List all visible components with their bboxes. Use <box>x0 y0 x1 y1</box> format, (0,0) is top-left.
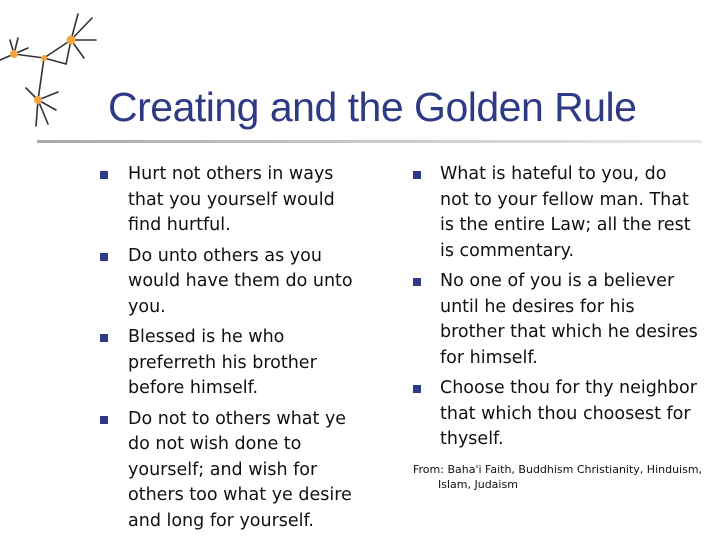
quote-text: Hurt not others in ways that you yourself would find hurtful. <box>128 164 335 235</box>
square-bullet-icon <box>100 253 108 261</box>
list-item <box>413 376 698 453</box>
title-divider <box>37 140 702 143</box>
list-item <box>413 269 698 371</box>
source-attribution <box>413 462 703 492</box>
square-bullet-icon <box>413 171 421 179</box>
quote-text: No one of you is a believer until he desires for his brother that which he desires for himself. <box>440 271 698 368</box>
quote-text: What is hateful to you, do not to your fellow man. That is the entire Law; all the rest is commentary. <box>440 164 691 261</box>
square-bullet-icon <box>100 334 108 342</box>
quote-text: Choose thou for thy neighbor that which thou choosest for thyself. <box>440 378 697 449</box>
list-item <box>413 162 698 264</box>
square-bullet-icon <box>413 385 421 393</box>
source-text: From: Baha'i Faith, Buddhism Christianity, Hinduism, Islam, Judaism <box>413 463 703 491</box>
square-bullet-icon <box>100 171 108 179</box>
list-item <box>100 162 370 239</box>
right-quote-list <box>413 162 698 458</box>
quote-text: Blessed is he who preferreth his brother before himself. <box>128 327 317 398</box>
square-bullet-icon <box>100 416 108 424</box>
quote-text: Do unto others as you would have them do unto you. <box>128 245 353 317</box>
list-item <box>100 244 370 321</box>
square-bullet-icon <box>413 278 421 286</box>
sunburst-logo-icon <box>0 0 110 140</box>
left-quote-list <box>100 162 370 539</box>
slide-title: Creating and the Golden Rule <box>108 84 637 130</box>
list-item <box>100 325 370 402</box>
quote-text: Do not to others what ye do not wish done to yourself; and wish for others too what ye desire and long for yourself. <box>128 408 352 531</box>
list-item <box>100 407 370 535</box>
